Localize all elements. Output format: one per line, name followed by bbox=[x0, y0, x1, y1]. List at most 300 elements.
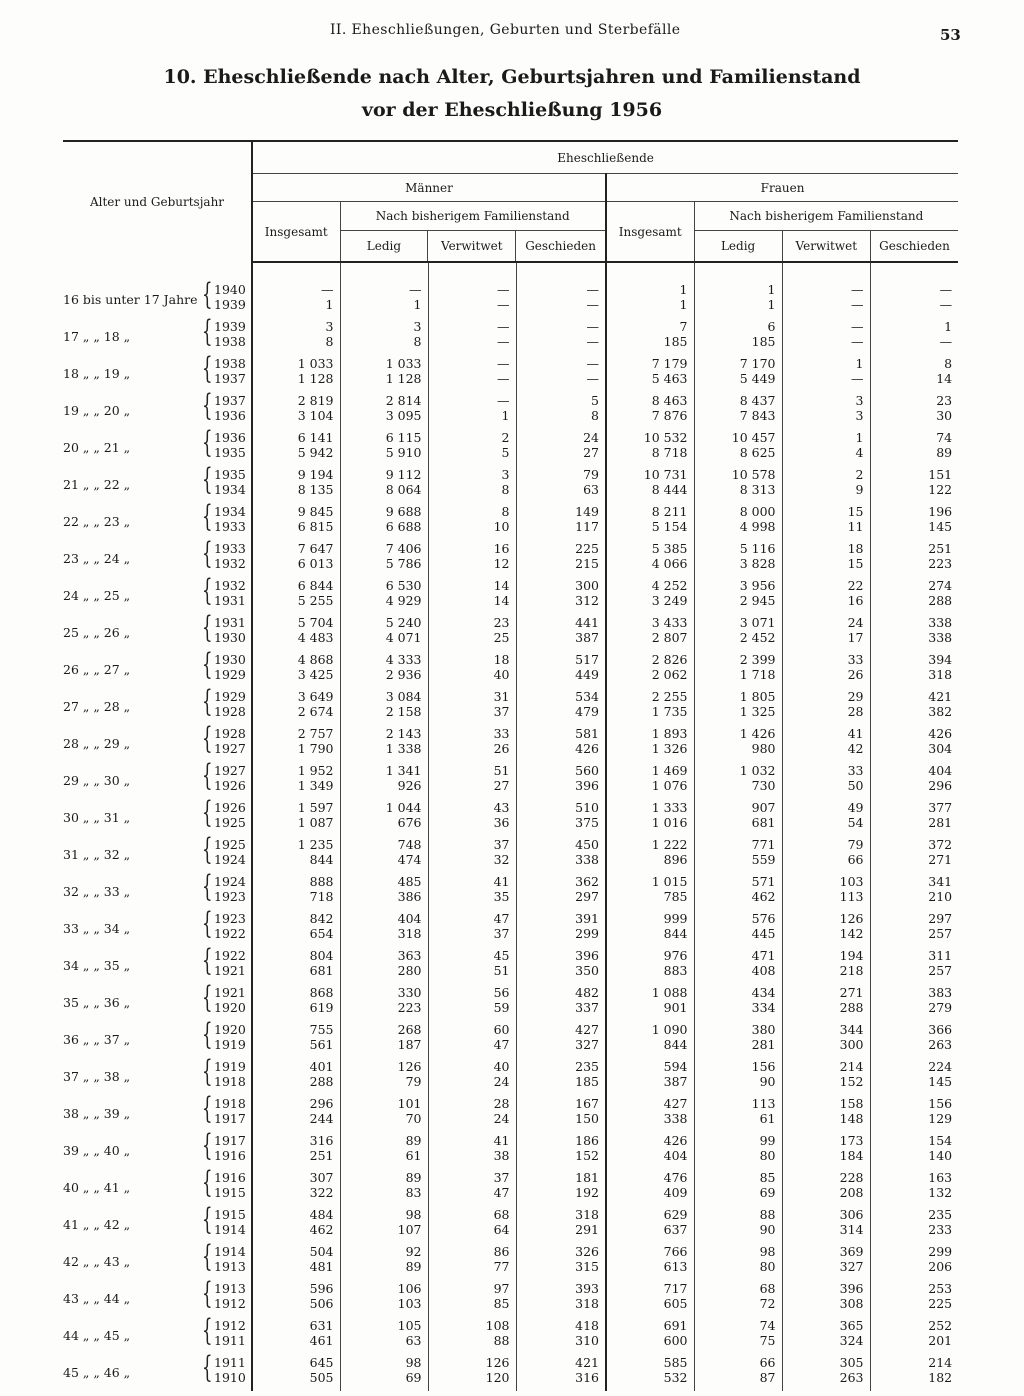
cell-value: 717 bbox=[663, 1281, 688, 1296]
header-frauen: Frauen bbox=[606, 174, 958, 202]
cell-value: 1 bbox=[325, 296, 334, 312]
cell-m-single bbox=[340, 429, 428, 466]
cell-value: 1 044 bbox=[385, 800, 422, 815]
cell-value: 63 bbox=[583, 481, 599, 497]
cell-m-divorced bbox=[516, 1243, 606, 1280]
cell-value: 297 bbox=[928, 911, 953, 926]
birth-years bbox=[214, 727, 246, 756]
cell-value: 4 252 bbox=[651, 578, 688, 593]
cell-value: 29 bbox=[847, 689, 864, 704]
table-row bbox=[63, 392, 958, 429]
cell-value: 41 bbox=[493, 1133, 510, 1148]
cell-m-divorced bbox=[516, 762, 606, 799]
cell-value: 387 bbox=[575, 629, 599, 645]
table-row bbox=[63, 577, 958, 614]
cell-value: 9 112 bbox=[385, 467, 422, 482]
cell-value: 5 154 bbox=[651, 518, 688, 534]
cell-w-divorced bbox=[870, 429, 958, 466]
cell-value: — bbox=[586, 370, 599, 386]
table-row bbox=[63, 355, 958, 392]
cell-value: 1 952 bbox=[297, 763, 334, 778]
cell-value: 103 bbox=[397, 1295, 422, 1311]
cell-value: 218 bbox=[839, 962, 864, 978]
cell-m-total bbox=[252, 577, 340, 614]
cell-value: 337 bbox=[575, 999, 599, 1015]
cell-value: 97 bbox=[493, 1281, 510, 1296]
table-row bbox=[63, 1243, 958, 1280]
cell-m-divorced bbox=[516, 651, 606, 688]
cell-value: 35 bbox=[493, 888, 510, 904]
cell-value: 16 bbox=[847, 592, 864, 608]
header-m-status-group bbox=[340, 202, 606, 263]
cell-value: 426 bbox=[663, 1133, 688, 1148]
cell-m-single bbox=[340, 355, 428, 392]
age-label: 23 „ „ 24 „ bbox=[63, 551, 131, 566]
cell-w-single bbox=[694, 1095, 782, 1132]
table-row bbox=[63, 1021, 958, 1058]
age-label: 29 „ „ 30 „ bbox=[63, 773, 131, 788]
brace-glyph: { bbox=[202, 536, 213, 571]
birth-years bbox=[214, 431, 246, 460]
birth-year: 1935 bbox=[214, 444, 246, 460]
cell-m-divorced bbox=[516, 1132, 606, 1169]
birth-year: 1936 bbox=[214, 430, 246, 445]
age-cell bbox=[63, 610, 252, 651]
cell-value: 1 718 bbox=[739, 666, 776, 682]
cell-w-single bbox=[694, 466, 782, 503]
cell-value: 185 bbox=[575, 1073, 599, 1089]
cell-w-single bbox=[694, 1354, 782, 1391]
cell-value: 5 463 bbox=[651, 370, 688, 386]
cell-value: 326 bbox=[575, 1244, 599, 1259]
age-cell bbox=[63, 869, 252, 910]
age-cell bbox=[63, 388, 252, 429]
birth-year: 1930 bbox=[214, 652, 246, 667]
cell-value: 504 bbox=[309, 1244, 334, 1259]
brace-glyph: { bbox=[202, 425, 213, 460]
cell-value: 5 449 bbox=[739, 370, 776, 386]
cell-value: 89 bbox=[405, 1258, 422, 1274]
cell-value: 26 bbox=[847, 666, 864, 682]
cell-value: 3 071 bbox=[739, 615, 776, 630]
cell-value: 8 444 bbox=[651, 481, 688, 497]
cell-m-widowed bbox=[428, 1280, 516, 1317]
cell-value: 41 bbox=[493, 874, 510, 889]
cell-value: 1 326 bbox=[651, 740, 688, 756]
cell-m-single bbox=[340, 1132, 428, 1169]
cell-value: 306 bbox=[839, 1207, 864, 1222]
cell-value: 244 bbox=[309, 1110, 334, 1126]
cell-m-total bbox=[252, 1354, 340, 1391]
cell-w-total bbox=[606, 614, 694, 651]
cell-value: 844 bbox=[309, 851, 334, 867]
brace-glyph: { bbox=[202, 832, 213, 867]
cell-value: 68 bbox=[759, 1281, 776, 1296]
cell-w-single bbox=[694, 762, 782, 799]
table-row bbox=[63, 1095, 958, 1132]
cell-w-widowed bbox=[782, 1243, 870, 1280]
cell-value: 14 bbox=[936, 370, 953, 386]
age-label: 21 „ „ 22 „ bbox=[63, 477, 131, 492]
cell-w-total bbox=[606, 1280, 694, 1317]
cell-value: 755 bbox=[309, 1022, 334, 1037]
cell-value: 42 bbox=[847, 740, 864, 756]
cell-value: 377 bbox=[928, 800, 953, 815]
cell-value: 288 bbox=[928, 592, 953, 608]
cell-w-total bbox=[606, 1095, 694, 1132]
cell-value: 149 bbox=[575, 504, 599, 519]
cell-value: 1 349 bbox=[297, 777, 334, 793]
cell-m-divorced bbox=[516, 318, 606, 355]
cell-value: 450 bbox=[575, 837, 599, 852]
cell-value: 479 bbox=[575, 703, 599, 719]
cell-value: — bbox=[586, 296, 599, 312]
cell-value: — bbox=[939, 282, 953, 297]
brace-glyph: { bbox=[202, 499, 213, 534]
cell-m-total bbox=[252, 1132, 340, 1169]
age-label: 27 „ „ 28 „ bbox=[63, 699, 131, 714]
cell-w-total bbox=[606, 836, 694, 873]
cell-value: 7 406 bbox=[385, 541, 422, 556]
cell-value: 1 033 bbox=[297, 356, 334, 371]
cell-value: 8 135 bbox=[297, 481, 334, 497]
cell-value: 505 bbox=[309, 1369, 334, 1385]
cell-value: 235 bbox=[575, 1059, 599, 1074]
cell-w-widowed bbox=[782, 614, 870, 651]
age-cell bbox=[63, 795, 252, 836]
cell-m-divorced bbox=[516, 503, 606, 540]
cell-value: 103 bbox=[839, 874, 864, 889]
cell-w-widowed bbox=[782, 466, 870, 503]
cell-w-widowed bbox=[782, 651, 870, 688]
age-label: 17 „ „ 18 „ bbox=[63, 329, 131, 344]
cell-w-widowed bbox=[782, 725, 870, 762]
cell-value: 691 bbox=[663, 1318, 688, 1333]
cell-value: 365 bbox=[839, 1318, 864, 1333]
age-label: 16 bis unter 17 Jahre bbox=[63, 292, 198, 307]
cell-value: 766 bbox=[663, 1244, 688, 1259]
cell-value: 8 625 bbox=[739, 444, 776, 460]
cell-w-divorced bbox=[870, 1021, 958, 1058]
age-cell bbox=[63, 1128, 252, 1169]
cell-value: 87 bbox=[759, 1369, 776, 1385]
cell-value: 113 bbox=[751, 1096, 776, 1111]
cell-value: 194 bbox=[839, 948, 864, 963]
cell-value: 1 338 bbox=[385, 740, 422, 756]
brace-glyph: { bbox=[202, 795, 213, 830]
cell-value: 6 013 bbox=[297, 555, 334, 571]
table-row bbox=[63, 873, 958, 910]
cell-value: 32 bbox=[493, 851, 510, 867]
cell-value: 484 bbox=[309, 1207, 334, 1222]
cell-w-divorced bbox=[870, 1132, 958, 1169]
cell-value: 481 bbox=[309, 1258, 334, 1274]
birth-years bbox=[214, 616, 246, 645]
cell-value: 152 bbox=[575, 1147, 599, 1163]
cell-w-single bbox=[694, 1021, 782, 1058]
cell-value: 43 bbox=[493, 800, 510, 815]
cell-value: 26 bbox=[493, 740, 510, 756]
header-w-single: Ledig bbox=[720, 239, 756, 253]
cell-m-widowed bbox=[428, 466, 516, 503]
cell-value: 271 bbox=[839, 985, 864, 1000]
cell-w-single bbox=[694, 577, 782, 614]
cell-value: 409 bbox=[663, 1184, 688, 1200]
cell-value: 15 bbox=[847, 555, 864, 571]
cell-value: 288 bbox=[309, 1073, 334, 1089]
birth-year: 1928 bbox=[214, 703, 246, 719]
cell-value: 631 bbox=[309, 1318, 334, 1333]
cell-value: 105 bbox=[397, 1318, 422, 1333]
header-m-widowed: Verwitwet bbox=[427, 231, 515, 261]
cell-value: 5 240 bbox=[385, 615, 422, 630]
table-row bbox=[63, 1169, 958, 1206]
cell-value: 386 bbox=[397, 888, 422, 904]
cell-value: 101 bbox=[397, 1096, 422, 1111]
cell-m-single bbox=[340, 614, 428, 651]
cell-value: 28 bbox=[847, 703, 864, 719]
cell-w-divorced bbox=[870, 836, 958, 873]
cell-value: 7 bbox=[679, 319, 688, 334]
cell-value: 181 bbox=[575, 1170, 599, 1185]
table-header bbox=[63, 141, 958, 262]
cell-value: 6 bbox=[767, 319, 776, 334]
cell-value: 296 bbox=[309, 1096, 334, 1111]
cell-value: 201 bbox=[928, 1332, 953, 1348]
table-row bbox=[63, 281, 958, 318]
cell-m-widowed bbox=[428, 1058, 516, 1095]
brace-glyph: { bbox=[202, 610, 213, 645]
cell-value: 33 bbox=[493, 726, 510, 741]
cell-m-divorced bbox=[516, 836, 606, 873]
cell-value: 279 bbox=[928, 999, 953, 1015]
data-table-wrapper bbox=[63, 140, 958, 1391]
cell-w-total bbox=[606, 1021, 694, 1058]
birth-year: 1939 bbox=[214, 296, 246, 312]
cell-value: 5 786 bbox=[385, 555, 422, 571]
cell-w-single bbox=[694, 355, 782, 392]
cell-value: 926 bbox=[397, 777, 422, 793]
age-label: 31 „ „ 32 „ bbox=[63, 847, 131, 862]
birth-year: 1915 bbox=[214, 1207, 246, 1222]
cell-value: 24 bbox=[847, 615, 864, 630]
cell-value: 74 bbox=[936, 430, 953, 445]
cell-value: — bbox=[586, 319, 599, 334]
birth-year: 1926 bbox=[214, 777, 246, 793]
cell-value: 228 bbox=[839, 1170, 864, 1185]
birth-year: 1936 bbox=[214, 407, 246, 423]
cell-value: 2 452 bbox=[739, 629, 776, 645]
cell-value: 305 bbox=[839, 1355, 864, 1370]
cell-m-divorced bbox=[516, 1354, 606, 1391]
cell-value: 129 bbox=[928, 1110, 953, 1126]
cell-w-divorced bbox=[870, 984, 958, 1021]
cell-m-single bbox=[340, 318, 428, 355]
cell-value: 288 bbox=[839, 999, 864, 1015]
birth-year: 1929 bbox=[214, 689, 246, 704]
birth-year: 1912 bbox=[214, 1318, 246, 1333]
cell-m-divorced bbox=[516, 1058, 606, 1095]
age-label: 42 „ „ 43 „ bbox=[63, 1254, 131, 1269]
cell-m-single bbox=[340, 503, 428, 540]
cell-value: 1 790 bbox=[297, 740, 334, 756]
age-cell bbox=[63, 277, 252, 318]
cell-w-single bbox=[694, 281, 782, 318]
age-label: 39 „ „ 40 „ bbox=[63, 1143, 131, 1158]
header-w-widowed: Verwitwet bbox=[782, 231, 870, 261]
cell-w-total bbox=[606, 762, 694, 799]
birth-years bbox=[214, 1097, 246, 1126]
birth-year: 1934 bbox=[214, 504, 246, 519]
age-cell bbox=[63, 462, 252, 503]
birth-years bbox=[214, 764, 246, 793]
cell-m-single bbox=[340, 725, 428, 762]
cell-value: 844 bbox=[663, 1036, 688, 1052]
cell-value: 999 bbox=[663, 911, 688, 926]
age-cell bbox=[63, 943, 252, 984]
cell-value: 366 bbox=[928, 1022, 953, 1037]
cell-value: 418 bbox=[575, 1318, 599, 1333]
cell-value: 251 bbox=[928, 541, 953, 556]
cell-value: 421 bbox=[575, 1355, 599, 1370]
table-row bbox=[63, 1280, 958, 1317]
birth-years bbox=[214, 801, 246, 830]
cell-value: 126 bbox=[397, 1059, 422, 1074]
age-cell bbox=[63, 1054, 252, 1095]
cell-m-single bbox=[340, 836, 428, 873]
cell-value: 90 bbox=[759, 1073, 776, 1089]
cell-value: 338 bbox=[928, 615, 953, 630]
cell-value: 449 bbox=[575, 666, 599, 682]
cell-value: 3 649 bbox=[297, 689, 334, 704]
cell-value: 37 bbox=[493, 1170, 510, 1185]
cell-value: 2 936 bbox=[385, 666, 422, 682]
cell-w-widowed bbox=[782, 1095, 870, 1132]
cell-m-total bbox=[252, 429, 340, 466]
cell-m-widowed bbox=[428, 910, 516, 947]
birth-year: 1913 bbox=[214, 1258, 246, 1274]
cell-value: 120 bbox=[485, 1369, 510, 1385]
cell-value: 1 597 bbox=[297, 800, 334, 815]
cell-value: 1 015 bbox=[651, 874, 688, 889]
brace-glyph: { bbox=[202, 906, 213, 941]
cell-w-widowed bbox=[782, 1058, 870, 1095]
cell-value: 8 718 bbox=[651, 444, 688, 460]
cell-value: — bbox=[851, 319, 864, 334]
table-row bbox=[63, 688, 958, 725]
cell-m-divorced bbox=[516, 1206, 606, 1243]
table-row bbox=[63, 984, 958, 1021]
cell-value: 98 bbox=[405, 1207, 422, 1222]
cell-m-total bbox=[252, 836, 340, 873]
birth-year: 1920 bbox=[214, 999, 246, 1015]
cell-value: 86 bbox=[493, 1244, 510, 1259]
cell-m-widowed bbox=[428, 1206, 516, 1243]
cell-value: 8 313 bbox=[739, 481, 776, 497]
cell-value: 122 bbox=[928, 481, 953, 497]
cell-value: 156 bbox=[928, 1096, 953, 1111]
cell-value: 7 876 bbox=[651, 407, 688, 423]
birth-years bbox=[214, 320, 246, 349]
cell-w-total bbox=[606, 1354, 694, 1391]
cell-m-widowed bbox=[428, 540, 516, 577]
cell-value: 8 211 bbox=[651, 504, 688, 519]
cell-value: 517 bbox=[575, 652, 599, 667]
cell-value: 8 463 bbox=[651, 393, 688, 408]
cell-value: 718 bbox=[309, 888, 334, 904]
cell-m-total bbox=[252, 355, 340, 392]
cell-w-single bbox=[694, 873, 782, 910]
cell-value: 645 bbox=[309, 1355, 334, 1370]
cell-w-divorced bbox=[870, 1317, 958, 1354]
cell-value: 532 bbox=[663, 1369, 688, 1385]
birth-year: 1911 bbox=[214, 1332, 246, 1348]
cell-value: 382 bbox=[928, 703, 953, 719]
cell-value: 158 bbox=[839, 1096, 864, 1111]
cell-value: 37 bbox=[493, 703, 510, 719]
cell-value: 308 bbox=[839, 1295, 864, 1311]
cell-value: 22 bbox=[847, 578, 864, 593]
birth-year: 1925 bbox=[214, 837, 246, 852]
cell-m-single bbox=[340, 947, 428, 984]
birth-year: 1918 bbox=[214, 1096, 246, 1111]
cell-value: 2 143 bbox=[385, 726, 422, 741]
cell-value: 613 bbox=[663, 1258, 688, 1274]
cell-value: 51 bbox=[493, 763, 510, 778]
table-row bbox=[63, 762, 958, 799]
cell-value: 8 bbox=[944, 356, 953, 371]
age-cell bbox=[63, 1350, 252, 1391]
header-m-total: Insgesamt bbox=[252, 202, 340, 263]
cell-value: 1 735 bbox=[651, 703, 688, 719]
cell-w-total bbox=[606, 910, 694, 947]
birth-years bbox=[214, 1319, 246, 1348]
cell-m-widowed bbox=[428, 984, 516, 1021]
cell-value: 299 bbox=[575, 925, 599, 941]
cell-value: 257 bbox=[928, 962, 953, 978]
cell-value: 10 532 bbox=[643, 430, 688, 445]
cell-value: 396 bbox=[575, 948, 599, 963]
cell-value: — bbox=[497, 319, 510, 334]
cell-w-total bbox=[606, 466, 694, 503]
cell-m-divorced bbox=[516, 392, 606, 429]
cell-value: 676 bbox=[397, 814, 422, 830]
cell-value: 5 704 bbox=[297, 615, 334, 630]
table-row bbox=[63, 725, 958, 762]
cell-value: 2 945 bbox=[739, 592, 776, 608]
cell-value: 380 bbox=[751, 1022, 776, 1037]
cell-w-divorced bbox=[870, 910, 958, 947]
cell-m-total bbox=[252, 1243, 340, 1280]
cell-m-widowed bbox=[428, 614, 516, 651]
cell-m-total bbox=[252, 318, 340, 355]
cell-value: 140 bbox=[928, 1147, 953, 1163]
cell-value: 2 819 bbox=[297, 393, 334, 408]
cell-value: — bbox=[851, 333, 864, 349]
cell-w-widowed bbox=[782, 1280, 870, 1317]
cell-value: 576 bbox=[751, 911, 776, 926]
cell-value: 4 483 bbox=[297, 629, 334, 645]
cell-value: 3 433 bbox=[651, 615, 688, 630]
cell-value: — bbox=[321, 282, 334, 297]
cell-value: 63 bbox=[405, 1332, 422, 1348]
cell-m-widowed bbox=[428, 688, 516, 725]
cell-value: 868 bbox=[309, 985, 334, 1000]
cell-w-divorced bbox=[870, 688, 958, 725]
cell-value: 1 235 bbox=[297, 837, 334, 852]
cell-value: 10 578 bbox=[731, 467, 776, 482]
cell-value: 61 bbox=[759, 1110, 776, 1126]
